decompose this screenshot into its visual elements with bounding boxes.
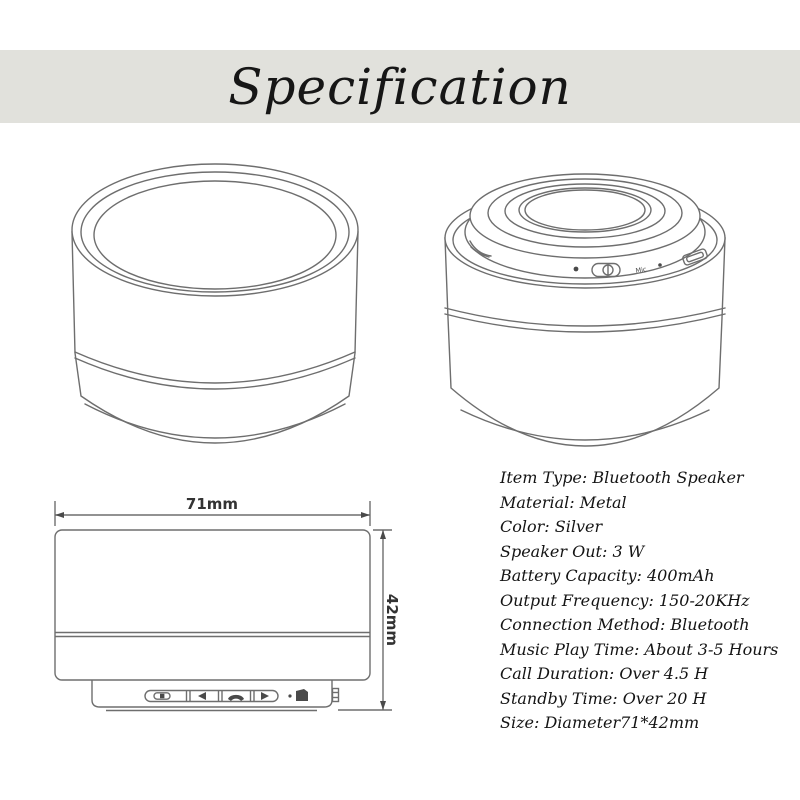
mic-hole-icon xyxy=(658,263,662,267)
spec-item: Standby Time: Over 20 H xyxy=(500,688,707,708)
power-button-icon xyxy=(160,694,164,698)
dimension-drawing xyxy=(40,488,455,740)
spec-item: Battery Capacity: 400mAh xyxy=(500,566,715,585)
height-label: 42mm xyxy=(383,593,401,647)
spec-item: Item Type: Bluetooth Speaker xyxy=(500,468,744,487)
spec-item: Size: Diameter71*42mm xyxy=(500,713,700,732)
speaker-front-body xyxy=(72,164,358,443)
speaker-side-body xyxy=(55,530,370,711)
spec-list xyxy=(500,466,778,736)
spec-item: Music Play Time: About 3-5 Hours xyxy=(500,639,779,659)
usb-connector-icon xyxy=(333,689,339,702)
top-plate-upper-edge xyxy=(470,174,700,258)
mic-label: Mic xyxy=(634,265,648,275)
spec-item: Connection Method: Bluetooth xyxy=(500,615,750,634)
call-button-icon xyxy=(228,695,244,701)
spec-item: Material: Metal xyxy=(500,492,627,512)
width-label: 71mm xyxy=(185,495,239,513)
speaker-top-perspective-drawing xyxy=(424,158,746,450)
header-banner xyxy=(0,50,800,123)
spec-item: Call Duration: Over 4.5 H xyxy=(500,664,709,683)
led-dot-icon xyxy=(574,267,579,272)
speaker-top-body xyxy=(445,174,725,446)
next-button-icon xyxy=(261,692,269,700)
speaker-front-perspective-drawing xyxy=(55,158,365,450)
spec-item: Color: Silver xyxy=(500,517,603,536)
sd-card-icon xyxy=(296,689,308,701)
prev-button-icon xyxy=(198,692,206,700)
top-rim-outer xyxy=(72,164,358,296)
page-title: Specification xyxy=(228,57,572,116)
spec-item: Speaker Out: 3 W xyxy=(500,541,645,561)
control-button-bar xyxy=(145,691,278,702)
spec-item: Output Frequency: 150-20KHz xyxy=(500,590,750,610)
led-dot-icon xyxy=(288,694,291,697)
dimension-figure xyxy=(55,495,401,711)
